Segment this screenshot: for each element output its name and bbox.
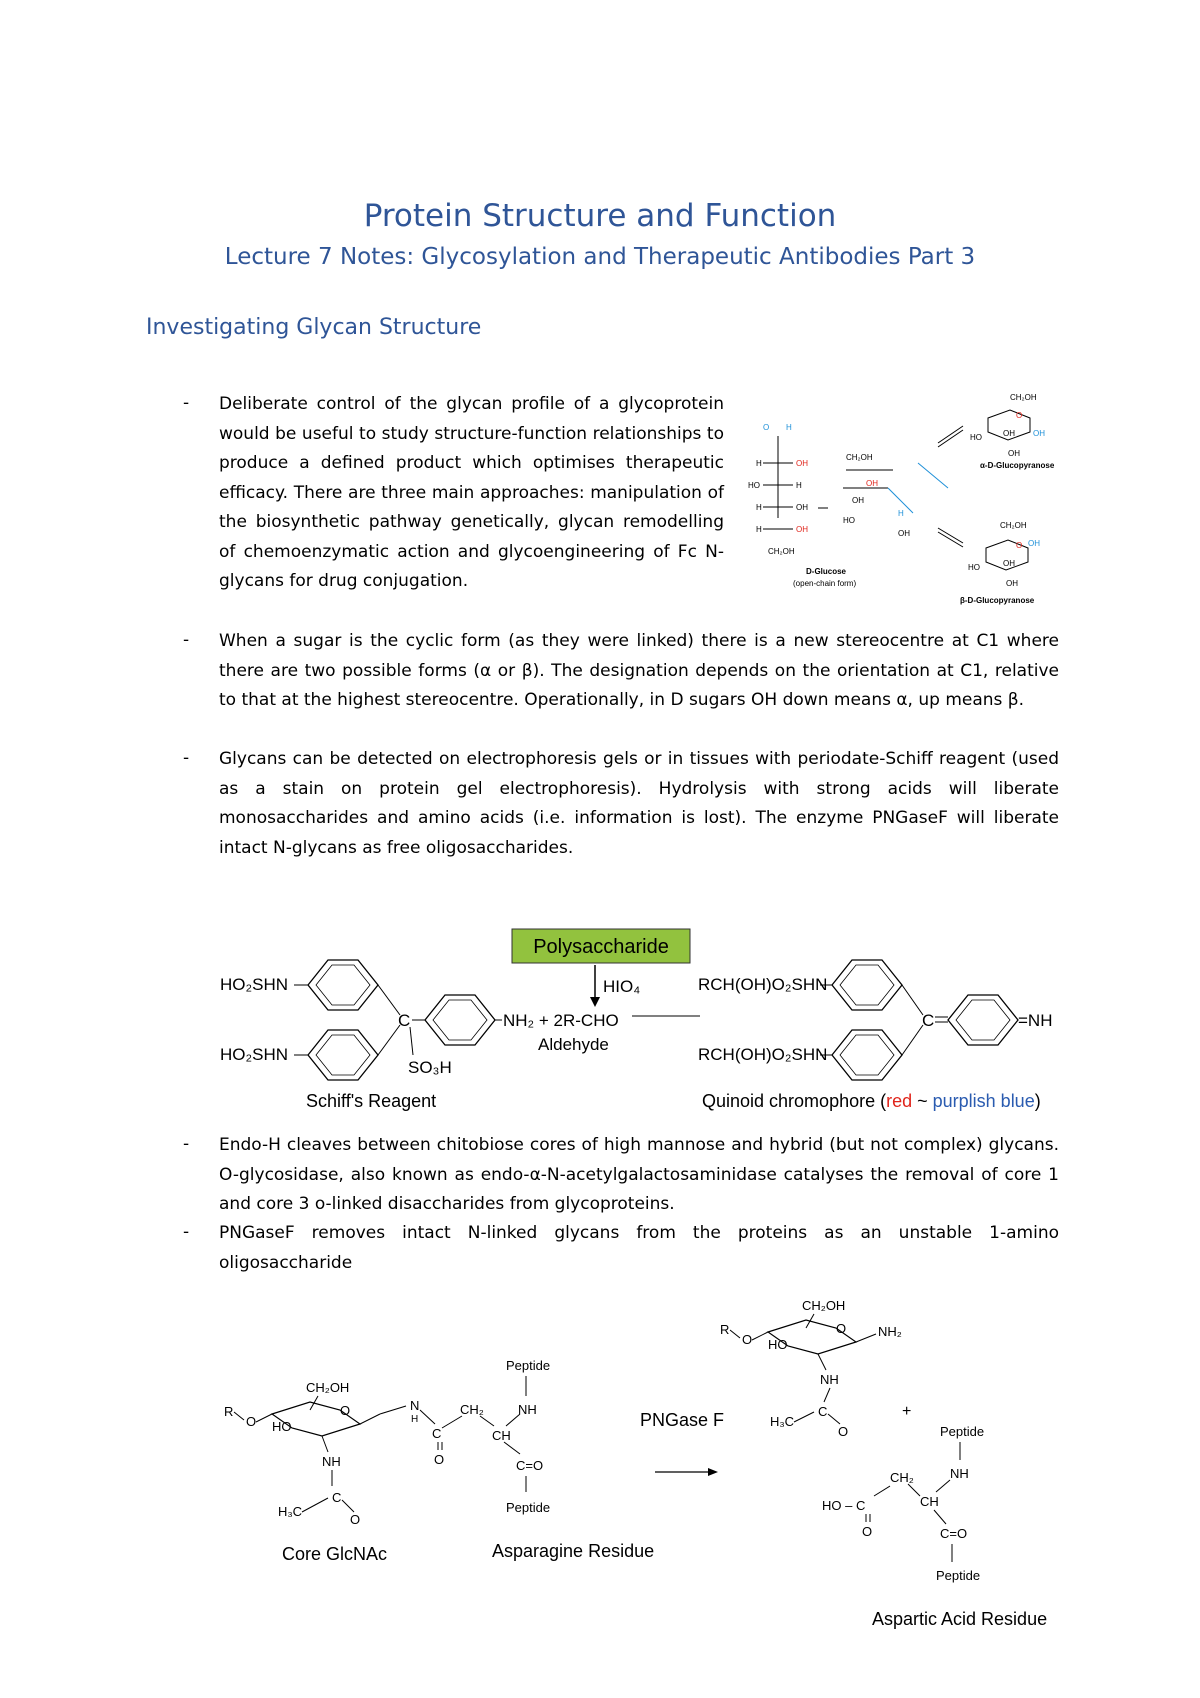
svg-text:H₃C: H₃C bbox=[278, 1504, 303, 1519]
svg-text:CH₂: CH₂ bbox=[890, 1470, 914, 1485]
svg-text:O: O bbox=[838, 1424, 849, 1439]
svg-text:C=O: C=O bbox=[940, 1526, 968, 1541]
open-chain-label: D-Glucose bbox=[806, 567, 847, 576]
svg-text:H: H bbox=[756, 459, 762, 468]
svg-text:H: H bbox=[756, 503, 762, 512]
bullet-text: Glycans can be detected on electrophoresis gels or in tissues with periodate-Schiff reagent (used as a stain on protein gel electrophoresis). Hydrolysis with strong acids will liberate monosaccharides and amino acids (i.e. information is lost). The enzyme PNGaseF will liberate intact N-glycans as free oligosaccharides. bbox=[219, 749, 1059, 858]
bullet-dash: - bbox=[183, 630, 190, 650]
svg-text:OH: OH bbox=[796, 503, 808, 512]
center-carbon: C bbox=[398, 1011, 411, 1030]
page-title: Protein Structure and Function bbox=[363, 198, 837, 234]
svg-text:OH: OH bbox=[796, 459, 808, 468]
svg-text:CH₂OH: CH₂OH bbox=[306, 1380, 350, 1395]
schiff-caption-right: Quinoid chromophore (red ~ purplish blue) bbox=[702, 1091, 1041, 1111]
alpha-label: α-D-Glucopyranose bbox=[980, 461, 1055, 470]
svg-text:OH: OH bbox=[1003, 559, 1015, 568]
page-subtitle: Lecture 7 Notes: Glycosylation and Therapeutic Antibodies Part 3 bbox=[224, 244, 976, 270]
svg-text:C: C bbox=[332, 1490, 342, 1505]
svg-text:H₃C: H₃C bbox=[770, 1414, 795, 1429]
svg-text:HO: HO bbox=[843, 516, 855, 525]
bullet-dash: - bbox=[183, 1134, 190, 1154]
bullet-dash: - bbox=[183, 393, 190, 413]
bullet-text: Endo-H cleaves between chitobiose cores of high mannose and hybrid (but not complex) glycans. O-glycosidase, also known as endo-α-N-acetylgalactosaminidase catalyses the removal of core 1 and core 3 o-linked disaccharides from glycoproteins. bbox=[219, 1135, 1059, 1214]
svg-text:OH: OH bbox=[1028, 539, 1040, 548]
svg-text:H: H bbox=[898, 509, 904, 518]
svg-text:C: C bbox=[432, 1426, 442, 1441]
schiff-caption-left: Schiff's Reagent bbox=[306, 1091, 437, 1111]
svg-text:OH: OH bbox=[1003, 429, 1015, 438]
svg-text:O: O bbox=[1016, 541, 1023, 550]
so3h-label: SO₃H bbox=[408, 1058, 452, 1077]
svg-text:Peptide: Peptide bbox=[940, 1424, 985, 1439]
svg-text:HO: HO bbox=[748, 481, 760, 490]
svg-text:NH: NH bbox=[322, 1454, 341, 1469]
svg-text:O: O bbox=[836, 1321, 847, 1336]
svg-text:CH₂OH: CH₂OH bbox=[1010, 393, 1037, 402]
svg-text:CH₂OH: CH₂OH bbox=[768, 547, 795, 556]
svg-text:CH₂OH: CH₂OH bbox=[802, 1298, 846, 1313]
nh2-term: NH₂ + 2R-CHO bbox=[503, 1011, 619, 1030]
svg-text:O: O bbox=[434, 1452, 445, 1467]
svg-text:CH: CH bbox=[492, 1428, 511, 1443]
svg-text:Peptide: Peptide bbox=[506, 1358, 551, 1373]
svg-text:C: C bbox=[818, 1404, 828, 1419]
svg-text:OH: OH bbox=[1033, 429, 1045, 438]
svg-text:OH: OH bbox=[898, 529, 910, 538]
aldehyde-label: Aldehyde bbox=[538, 1035, 609, 1054]
svg-text:CH₂OH: CH₂OH bbox=[1000, 521, 1027, 530]
open-chain-sub: (open-chain form) bbox=[793, 579, 857, 588]
aldehyde-h: H bbox=[786, 423, 792, 432]
product-carbon: C bbox=[922, 1011, 935, 1030]
plus-sign: + bbox=[902, 1403, 912, 1420]
svg-text:O: O bbox=[862, 1524, 873, 1539]
svg-text:HO: HO bbox=[970, 433, 982, 442]
svg-text:CH₂: CH₂ bbox=[460, 1402, 484, 1417]
reagent-left-bottom: HO₂SHN bbox=[220, 1045, 288, 1064]
svg-text:Peptide: Peptide bbox=[936, 1568, 981, 1583]
svg-text:OH: OH bbox=[1008, 449, 1020, 458]
aspartic-acid-label: Aspartic Acid Residue bbox=[872, 1609, 1048, 1629]
svg-text:NH: NH bbox=[950, 1466, 969, 1481]
core-glcnac-label: Core GlcNAc bbox=[282, 1544, 388, 1564]
svg-text:O: O bbox=[246, 1414, 257, 1429]
svg-text:CH: CH bbox=[920, 1494, 939, 1509]
product-top: RCH(OH)O₂SHN bbox=[698, 975, 828, 994]
svg-text:HO – C: HO – C bbox=[822, 1498, 866, 1513]
section-heading: Investigating Glycan Structure bbox=[146, 315, 482, 340]
svg-text:OH: OH bbox=[852, 496, 864, 505]
bullet-text: When a sugar is the cyclic form (as they were linked) there is a new stereocentre at C1 where there are two possible forms (α or β). The designation depends on the orientation at C1, relative to that at the highest stereocentre. Operationally, in D sugars OH down means α, up means β. bbox=[219, 631, 1059, 710]
aldehyde-o: O bbox=[763, 423, 770, 432]
svg-text:HO: HO bbox=[768, 1337, 788, 1352]
svg-text:O: O bbox=[1016, 411, 1023, 420]
asparagine-label: Asparagine Residue bbox=[492, 1541, 655, 1561]
svg-text:C=O: C=O bbox=[516, 1458, 544, 1473]
schiff-reagent-figure bbox=[210, 925, 1070, 1115]
svg-text:O: O bbox=[742, 1332, 753, 1347]
beta-label: β-D-Glucopyranose bbox=[960, 596, 1035, 605]
glucose-structure-figure bbox=[748, 388, 1068, 610]
reagent-left-top: HO₂SHN bbox=[220, 975, 288, 994]
polysaccharide-label: Polysaccharide bbox=[533, 936, 669, 958]
bullet-dash: - bbox=[183, 748, 190, 768]
svg-text:CH₂OH: CH₂OH bbox=[846, 453, 873, 462]
svg-text:H: H bbox=[756, 525, 762, 534]
svg-text:NH: NH bbox=[518, 1402, 537, 1417]
pngase-f-figure bbox=[210, 1290, 1070, 1635]
svg-text:O: O bbox=[350, 1512, 361, 1527]
svg-text:HO: HO bbox=[272, 1419, 292, 1434]
bullet-text: Deliberate control of the glycan profile of a glycoprotein would be useful to study structure-function relationships to produce a defined product which optimises therapeutic efficacy. There are three main approaches: manipulation of the biosynthetic pathway genetically, glycan remodelling of chemoenzymatic action and glycoengineering of Fc N-glycans for drug conjugation. bbox=[219, 394, 724, 591]
svg-text:N: N bbox=[410, 1398, 420, 1413]
product-bottom: RCH(OH)O₂SHN bbox=[698, 1045, 828, 1064]
svg-text:HO: HO bbox=[968, 563, 980, 572]
bullet-text: PNGaseF removes intact N-linked glycans from the proteins as an unstable 1-amino oligosaccharide bbox=[219, 1223, 1059, 1273]
svg-text:NH₂: NH₂ bbox=[878, 1324, 902, 1339]
hio4-label: HIO₄ bbox=[603, 977, 641, 996]
svg-text:O: O bbox=[340, 1403, 351, 1418]
svg-text:H: H bbox=[796, 481, 802, 490]
svg-text:R: R bbox=[720, 1322, 730, 1337]
svg-text:H: H bbox=[411, 1414, 419, 1425]
svg-text:NH: NH bbox=[820, 1372, 839, 1387]
svg-text:R: R bbox=[224, 1404, 234, 1419]
svg-text:OH: OH bbox=[796, 525, 808, 534]
enzyme-label: PNGase F bbox=[640, 1410, 725, 1430]
bullet-dash: - bbox=[183, 1222, 190, 1242]
svg-text:Peptide: Peptide bbox=[506, 1500, 551, 1515]
svg-text:OH: OH bbox=[866, 479, 878, 488]
product-nh: =NH bbox=[1018, 1011, 1053, 1030]
svg-text:OH: OH bbox=[1006, 579, 1018, 588]
